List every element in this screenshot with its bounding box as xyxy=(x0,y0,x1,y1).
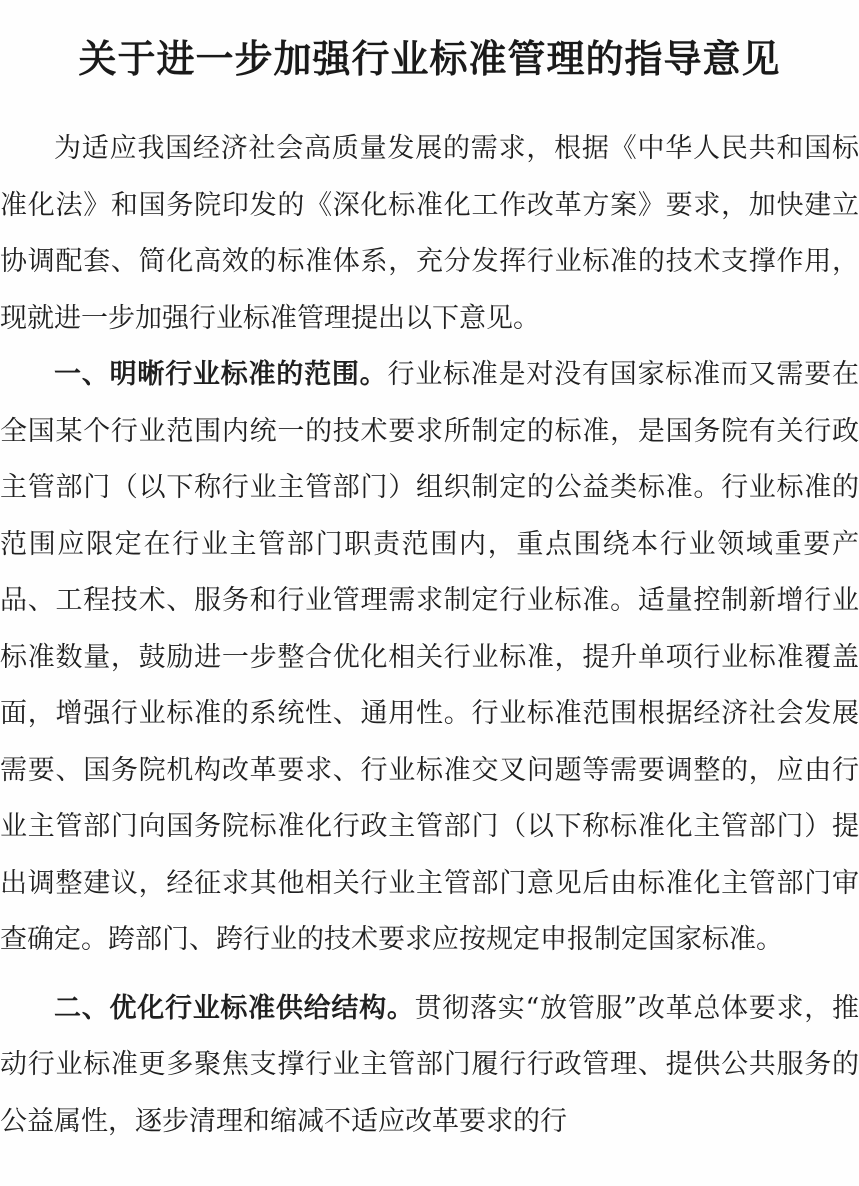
section-heading-1: 一、明晰行业标准的范围。 xyxy=(54,359,388,390)
document-body xyxy=(0,121,859,1150)
section-text-2: 贯彻落实“放管服”改革总体要求，推动行业标准更多聚焦支撑行业主管部门履行行政管理、提供公共服务的公益属性，逐步清理和缩减不适应改革要求的行 xyxy=(0,992,859,1137)
section-paragraph-2 xyxy=(0,981,859,1151)
section-gap xyxy=(0,969,859,981)
section-text-1: 行业标准是对没有国家标准而又需要在全国某个行业范围内统一的技术要求所制定的标准，是国务院有关行政主管部门（以下称行业主管部门）组织制定的公益类标准。行业标准的范围应限定在行业主管部门职责范围内，重点围绕本行业领域重要产品、工程技术、服务和行业管理需求制定行业标准。适量控制新增行业标准数量，鼓励进一步整合优化相关行业标准，提升单项行业标准覆盖面，增强行业标准的系统性、通用性。行业标准范围根据经济社会发展需要、国务院机构改革要求、行业标准交叉问题等需要调整的，应由行业主管部门向国务院标准化行政主管部门（以下称标准化主管部门）提出调整建议，经征求其他相关行业主管部门意见后由标准化主管部门审查确定。跨部门、跨行业的技术要求应按规定申报制定国家标准。 xyxy=(0,359,859,955)
section-heading-2: 二、优化行业标准供给结构。 xyxy=(54,992,415,1024)
document-title: 关于进一步加强行业标准管理的指导意见 xyxy=(78,37,781,82)
section-paragraph-1 xyxy=(0,347,859,969)
intro-paragraph: 为适应我国经济社会高质量发展的需求，根据《中华人民共和国标准化法》和国务院印发的《深化标准化工作改革方案》要求，加快建立协调配套、简化高效的标准体系，充分发挥行业标准的技术支撑作用，现就进一步加强行业标准管理提出以下意见。 xyxy=(0,133,859,334)
